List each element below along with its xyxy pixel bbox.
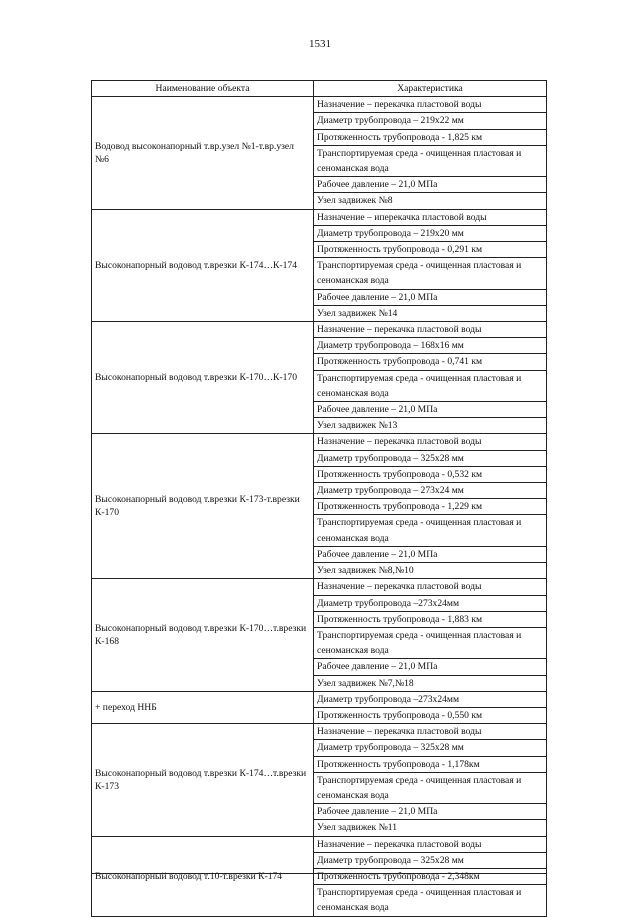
table-row [92,322,547,338]
characteristic-cell: Диаметр трубопровода –273х24мм [314,595,547,611]
characteristic-cell: Диаметр трубопровода – 219х22 мм [314,113,547,129]
table-header-row [92,81,547,97]
characteristic-cell: Узел задвижек №14 [314,305,547,321]
characteristic-cell: Диаметр трубопровода – 325х28 мм [314,450,547,466]
characteristic-cell: Рабочее давление – 21,0 МПа [314,289,547,305]
characteristic-cell: Транспортируемая среда - очищенная пластовая и сеноманская вода [314,370,547,401]
characteristic-cell: Протяженность трубопровода - 1,883 км [314,611,547,627]
table-row [92,724,547,740]
characteristic-cell: Назначение – перекачка пластовой воды [314,322,547,338]
table-body [92,97,547,916]
table-bottom-border [91,873,546,874]
characteristic-cell: Узел задвижек №11 [314,820,547,836]
object-name-cell: Высоконапорный водовод т.врезки К-170…т.врезки К-168 [92,579,314,691]
characteristic-cell: Назначение – перекачка пластовой воды [314,579,547,595]
object-name-cell: Высоконапорный водовод т.врезки К-174…т.врезки К-173 [92,724,314,836]
characteristic-cell: Диаметр трубопровода – 325х28 мм [314,852,547,868]
object-name-cell: Водовод высоконапорный т.вр.узел №1-т.вр.узел №6 [92,97,314,209]
characteristic-cell: Диаметр трубопровода – 219х20 мм [314,225,547,241]
characteristic-cell: Протяженность трубопровода - 0,741 км [314,354,547,370]
characteristic-cell: Назначение – перекачка пластовой воды [314,434,547,450]
page-number: 1531 [309,38,331,50]
characteristic-cell: Протяженность трубопровода - 1,825 км [314,129,547,145]
characteristic-cell: Диаметр трубопровода –273х24мм [314,691,547,707]
table-row [92,691,547,707]
characteristic-cell: Назначение – перекачка пластовой воды [314,836,547,852]
characteristic-cell: Транспортируемая среда - очищенная пластовая и сеноманская вода [314,145,547,176]
specification-table [91,80,547,917]
characteristic-cell: Рабочее давление – 21,0 МПа [314,659,547,675]
header-characteristic: Характеристика [314,81,547,97]
characteristic-cell: Диаметр трубопровода – 273х24 мм [314,483,547,499]
characteristic-cell: Транспортируемая среда - очищенная пластовая и сеноманская вода [314,885,547,916]
table-row [92,97,547,113]
characteristic-cell: Назначение – перекачка пластовой воды [314,724,547,740]
characteristic-cell: Рабочее давление – 21,0 МПа [314,804,547,820]
table-row [92,836,547,852]
table-row [92,579,547,595]
characteristic-cell: Протяженность трубопровода - 1,178км [314,756,547,772]
object-name-cell: Высоконапорный водовод т.врезки К-173-т.врезки К-170 [92,434,314,579]
characteristic-cell: Протяженность трубопровода - 2,348км [314,868,547,884]
characteristic-cell: Рабочее давление – 21,0 МПа [314,546,547,562]
characteristic-cell: Транспортируемая среда - очищенная пластовая и сеноманская вода [314,515,547,546]
characteristic-cell: Узел задвижек №7,№18 [314,675,547,691]
characteristic-cell: Назначение – иперекачка пластовой воды [314,209,547,225]
characteristic-cell: Протяженность трубопровода - 0,532 км [314,466,547,482]
characteristic-cell: Рабочее давление – 21,0 МПа [314,402,547,418]
characteristic-cell: Узел задвижек №8,№10 [314,563,547,579]
characteristic-cell: Узел задвижек №13 [314,418,547,434]
characteristic-cell: Транспортируемая среда - очищенная пластовая и сеноманская вода [314,772,547,803]
object-name-cell: Высоконапорный водовод т.врезки К-170…К-170 [92,322,314,434]
header-object-name: Наименование объекта [92,81,314,97]
characteristic-cell: Назначение – перекачка пластовой воды [314,97,547,113]
characteristic-cell: Диаметр трубопровода – 168х16 мм [314,338,547,354]
characteristic-cell: Протяженность трубопровода - 1,229 км [314,499,547,515]
object-name-cell: Высоконапорный водовод т.10-т.врезки К-174 [92,836,314,916]
table-row [92,209,547,225]
characteristic-cell: Транспортируемая среда - очищенная пластовая и сеноманская вода [314,627,547,658]
table-row [92,434,547,450]
object-name-cell: Высоконапорный водовод т.врезки К-174…К-174 [92,209,314,321]
object-name-cell: + переход ННБ [92,691,314,723]
characteristic-cell: Рабочее давление – 21,0 МПа [314,177,547,193]
characteristic-cell: Протяженность трубопровода - 0,291 км [314,242,547,258]
characteristic-cell: Узел задвижек №8 [314,193,547,209]
characteristic-cell: Протяженность трубопровода - 0,550 км [314,707,547,723]
characteristic-cell: Транспортируемая среда - очищенная пластовая и сеноманская вода [314,258,547,289]
characteristic-cell: Диаметр трубопровода – 325х28 мм [314,740,547,756]
